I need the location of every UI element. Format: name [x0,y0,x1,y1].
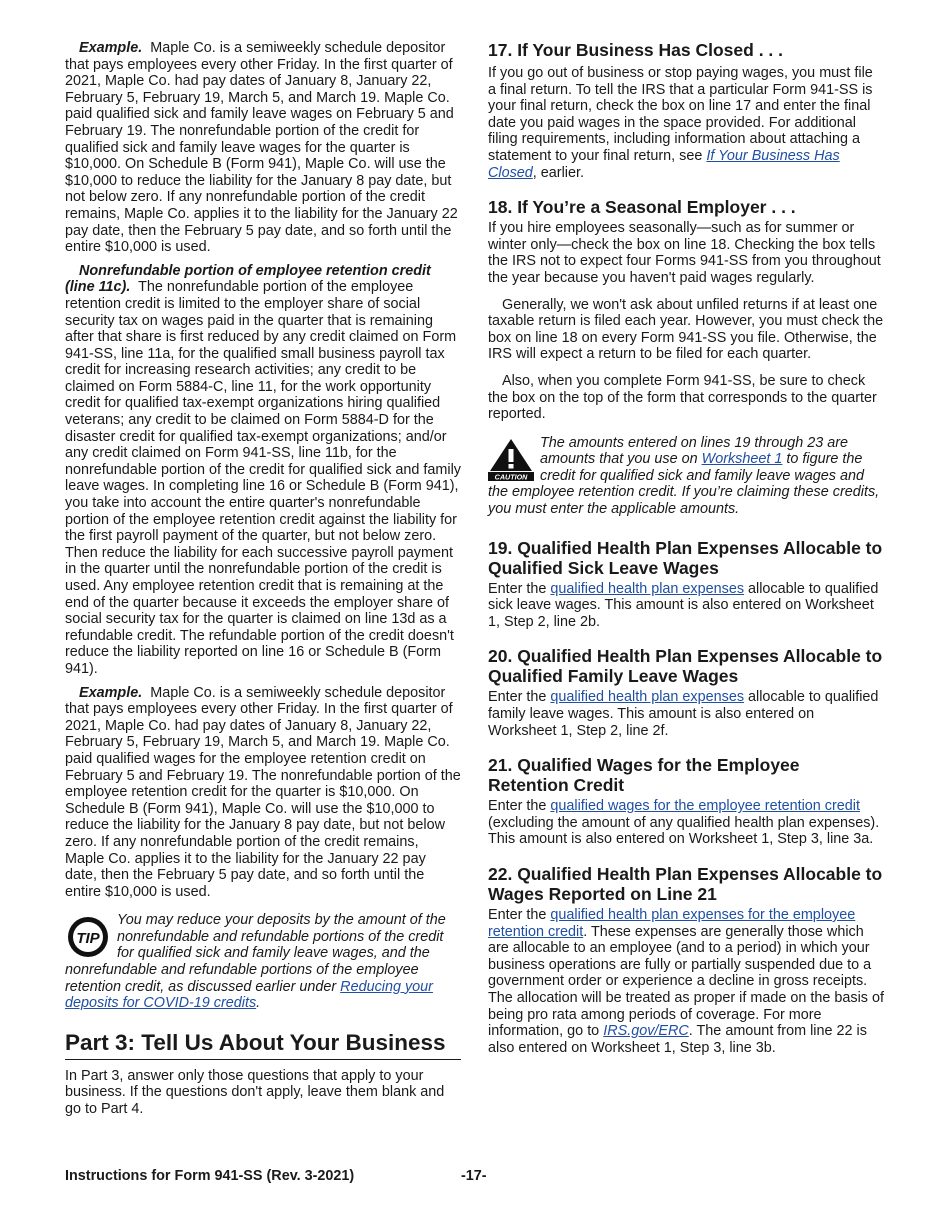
section-19-text [488,581,884,631]
section-22-mid: . These expenses are generally those which are allocable to an employee (and to a period) in which your business operations are fully or partially suspended due to a government order or experience a decline in gross receipts. The allocation will be treated as proper if made on the basis of being pro rata among periods of coverage. For more information, go to [488,923,884,1040]
section-20-post: allocable to qualified family leave wages. This amount is also entered on Worksheet 1, Step 2, line 2f. [488,689,879,739]
example-retention [65,685,461,901]
business-closed-link[interactable]: If Your Business Has Closed [488,147,840,181]
section-21-post: (excluding the amount of any qualified health plan expenses). This amount is also entered on Worksheet 1, Step 3, line 3a. [488,814,880,848]
tip-note [65,912,461,1012]
section-19-heading: 19. Qualified Health Plan Expenses Allocable to Qualified Sick Leave Wages [488,537,883,578]
tip-icon-label: TIP [76,930,100,948]
section-21-text [488,798,884,848]
section-17-body: If you go out of business or stop paying wages, you must file a final return. To tell the IRS that a particular Form 941-SS is your final return, check the box on line 17 and enter the final date you paid wages in the space provided. For additional filing requirements, including information about attaching a statement to your final return, see [488,65,873,164]
left-column [65,40,461,1118]
caution-note [488,435,884,518]
retention-credit-paragraph [65,263,461,678]
section-18-heading: 18. If You’re a Seasonal Employer . . . [488,197,796,218]
caution-icon-label: CAUTION [494,471,528,481]
retention-credit-text: The nonrefundable portion of the employee retention credit is limited to the employer share of social security tax on wages paid in the quarter that is remaining after that share is first reduced by any credit claimed on Form 941-SS, line 11a, for the qualified small business payroll tax credit for increasing research activities; any credit to be claimed on Form 5884-C, line 11, for the work opportunity credit for qualified tax-exempt organizations hiring qualified veterans; any credit to be claimed on Form 5884-D for the disaster credit for qualified tax-exempt organizations; and/or any credit claimed on Form 941-SS, line 11b, for the nonrefundable portion of the credit for qualified sick and family leave wages. In completing line 16 or Schedule B (Form 941), you take into account the entire quarter's nonrefundable portion of the employee retention credit against the liability for the first payroll payment of the quarter, but not below zero. Then reduce the liability for each successive payroll payment in the quarter until the nonrefundable portion of the credit is used. Any employee retention credit that is remaining at the end of the quarter because it exceeds the employer share of social security tax for the quarter is claimed on line 13d as a refundable credit. The refundable portion of the credit doesn't reduce the liability reported on line 16 or Schedule B (Form 941). [65,279,461,677]
tip-text: You may reduce your deposits by the amount of the nonrefundable and refundable portions of the credit for qualified sick and family leave wages, and the nonrefundable and refundable portions of the employee retention credit, as discussed earlier under [65,912,446,995]
section-22-text [488,907,884,1056]
section-18-p3: Also, when you complete Form 941-SS, be sure to check the box on the top of the form that corresponds to the quarter reported. [488,372,877,423]
example-text: Maple Co. is a semiweekly schedule depositor that pays employees every other Friday. In the first quarter of 2021, Maple Co. had pay dates of January 8, January 22, February 5, February 19, March 5, and March 19. Maple Co. paid qualified sick and family leave wages on February 5 and February 19. The nonrefundable portion of the credit for qualified sick and family leave wages for the quarter is $10,000. On Schedule B (Form 941), Maple Co. will use the $10,000 to reduce the liability for the January 8 pay date, but not below zero. If any nonrefundable portion of the credit remains, Maple Co. applies it to the liability for the January 22 pay date, then the February 5 pay date, and so forth until the entire $10,000 is used. [65,40,458,256]
section-22-post: . The amount from line 22 is also entered on Worksheet 1, Step 3, line 3b. [488,1023,867,1056]
example-label: Example. [79,684,143,701]
part3-title: Part 3: Tell Us About Your Business [65,1030,461,1060]
retention-credit-label: Nonrefundable portion of employee retention credit (line 11c). [65,262,431,296]
section-19-post: allocable to qualified sick leave wages. This amount is also entered on Worksheet 1, Step 2, line 2b. [488,580,879,630]
section-17-end: , earlier. [532,164,584,181]
section-20-pre: Enter the [488,689,547,706]
tip-icon [65,914,111,960]
health-plan-expenses-retention-link[interactable]: qualified health plan expenses for the employee retention credit [488,907,856,940]
section-19-pre: Enter the [488,580,547,597]
section-17-heading: 17. If Your Business Has Closed . . . [488,40,784,60]
caution-icon [488,437,534,481]
example-sick-leave [65,40,461,256]
health-plan-expenses-link[interactable]: qualified health plan expenses [550,689,745,706]
reducing-deposits-link[interactable]: Reducing your deposits for COVID-19 credits [65,978,433,1012]
right-column [488,40,884,1056]
section-18-p2: Generally, we won't ask about unfiled returns if at least one taxable return is filed each year. However, you must check the box on line 18 on every Form 941-SS you file. Otherwise, the IRS will expect a return to be filed for each quarter. [488,296,884,363]
section-21-pre: Enter the [488,798,547,815]
health-plan-expenses-link[interactable]: qualified health plan expenses [550,580,745,597]
section-20-text [488,689,884,739]
irs-erc-link[interactable]: IRS.gov/ERC [603,1023,689,1040]
example-text: Maple Co. is a semiweekly schedule depositor that pays employees every other Friday. In the first quarter of 2021, Maple Co. had pay dates of January 8, January 22, February 5, February 19, March 5, and March 19. Maple Co. paid qualified wages for the employee retention credit on February 5 and February 19. The nonrefundable portion of the employee retention credit for the quarter is $10,000. On Schedule B (Form 941), Maple Co. will use the $10,000 to reduce the liability for the January 8 pay date, but not below zero. If any nonrefundable portion of the credit remains, Maple Co. applies it to the liability for the January 22 pay date, then the February 5 pay date, and so forth until the entire $10,000 is used. [65,684,461,900]
worksheet-1-link[interactable]: Worksheet 1 [701,451,783,468]
caution-text-2: to figure the credit for qualified sick and family leave wages and the employee retention credit. If you’re claiming these credits, you must enter the applicable amounts. [488,451,880,518]
section-18-p1: If you hire employees seasonally—such as for summer or winter only—check the box on line 18. Checking the box tells the IRS not to expect four Forms 941-SS from you throughout the year because you haven't paid wages regularly. [488,220,881,286]
example-label: Example. [79,40,143,56]
part3-text: In Part 3, answer only those questions that apply to your business. If the questions don't apply, leave them blank and go to Part 4. [65,1067,445,1118]
section-22-pre: Enter the [488,907,547,923]
section-20-heading: 20. Qualified Health Plan Expenses Allocable to Qualified Family Leave Wages [488,646,883,687]
tip-end: . [256,995,261,1012]
caution-text-1: The amounts entered on lines 19 through 23 are amounts that you use on [540,434,849,468]
section-21-heading: 21. Qualified Wages for the Employee Retention Credit [488,755,800,796]
footer-form-title: Instructions for Form 941-SS (Rev. 3-2021) [65,1168,355,1184]
section-17-text [488,65,884,181]
page-number: -17- [461,1168,487,1184]
qualified-wages-retention-link[interactable]: qualified wages for the employee retention credit [550,798,860,815]
section-22-heading: 22. Qualified Health Plan Expenses Allocable to Wages Reported on Line 21 [488,864,883,904]
